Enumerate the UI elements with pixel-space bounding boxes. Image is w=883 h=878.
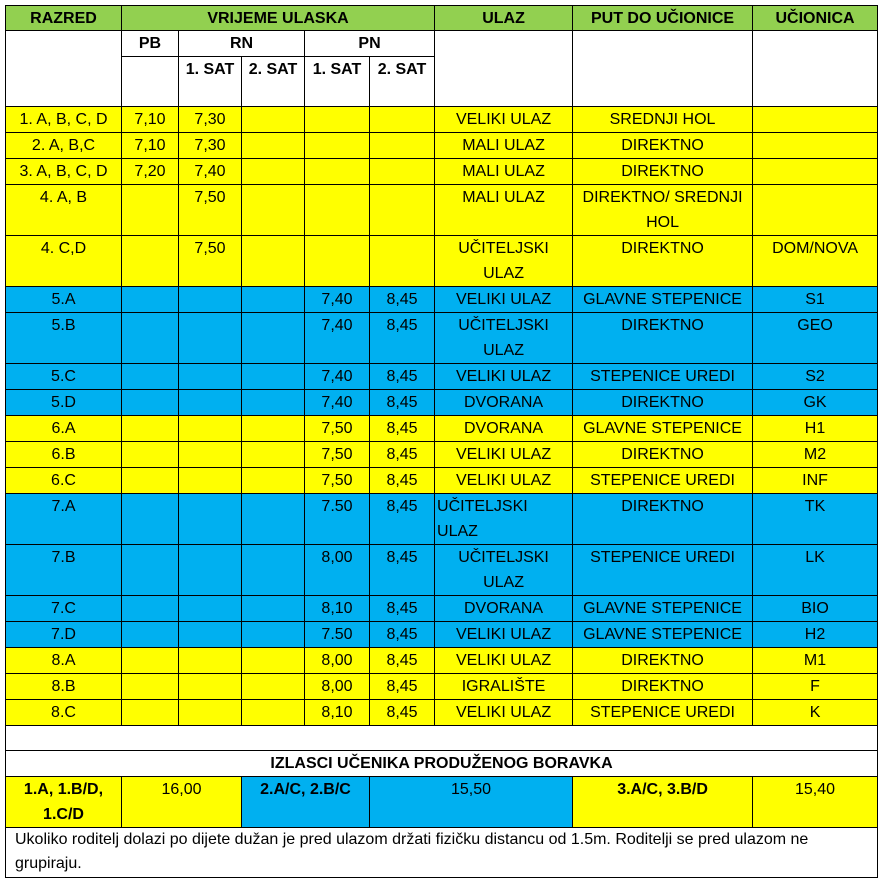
cell-put: DIREKTNO bbox=[573, 159, 753, 185]
cell-rn1 bbox=[179, 545, 242, 596]
cell-razred: 4. A, B bbox=[6, 185, 122, 236]
cell-pn2: 8,45 bbox=[370, 416, 435, 442]
cell-pb bbox=[122, 442, 179, 468]
header-ulaz: ULAZ bbox=[435, 6, 573, 31]
table-row bbox=[6, 236, 878, 287]
cell-pb: 7,10 bbox=[122, 107, 179, 133]
izlasci-title: IZLASCI UČENIKA PRODUŽENOG BORAVKA bbox=[6, 751, 878, 777]
cell-rn2 bbox=[242, 107, 305, 133]
cell-ucionica: INF bbox=[753, 468, 878, 494]
cell-ulaz: VELIKI ULAZ bbox=[435, 622, 573, 648]
cell-rn2 bbox=[242, 494, 305, 545]
table-row bbox=[6, 674, 878, 700]
cell-ucionica: S2 bbox=[753, 364, 878, 390]
header-razred: RAZRED bbox=[6, 6, 122, 31]
izlasci-time-2: 15,50 bbox=[370, 777, 573, 828]
cell-ucionica: S1 bbox=[753, 287, 878, 313]
cell-rn2 bbox=[242, 596, 305, 622]
cell-pn1: 7,50 bbox=[305, 416, 370, 442]
cell-rn1: 7,40 bbox=[179, 159, 242, 185]
cell-pb: 7,20 bbox=[122, 159, 179, 185]
cell-pn2: 8,45 bbox=[370, 674, 435, 700]
cell-pn1: 8,00 bbox=[305, 545, 370, 596]
cell-rn2 bbox=[242, 236, 305, 287]
cell-razred: 5.B bbox=[6, 313, 122, 364]
spacer-row bbox=[6, 726, 878, 751]
cell-ucionica: H1 bbox=[753, 416, 878, 442]
cell-rn1 bbox=[179, 700, 242, 726]
cell-put: DIREKTNO bbox=[573, 442, 753, 468]
cell-razred: 4. C,D bbox=[6, 236, 122, 287]
cell-rn2 bbox=[242, 622, 305, 648]
header-rn-sat2: 2. SAT bbox=[242, 57, 305, 107]
cell-put: GLAVNE STEPENICE bbox=[573, 596, 753, 622]
cell-pn1: 7.50 bbox=[305, 494, 370, 545]
cell-put: STEPENICE UREDI bbox=[573, 468, 753, 494]
cell-ulaz: VELIKI ULAZ bbox=[435, 442, 573, 468]
cell-razred: 5.D bbox=[6, 390, 122, 416]
cell-rn1 bbox=[179, 596, 242, 622]
cell-pn1 bbox=[305, 159, 370, 185]
cell-ulaz: VELIKI ULAZ bbox=[435, 107, 573, 133]
cell-pn1: 8,00 bbox=[305, 674, 370, 700]
cell-pb bbox=[122, 390, 179, 416]
cell-rn2 bbox=[242, 159, 305, 185]
cell-pn1 bbox=[305, 185, 370, 236]
header-pb-spacer bbox=[122, 57, 179, 107]
table-row bbox=[6, 545, 878, 596]
cell-rn2 bbox=[242, 442, 305, 468]
cell-razred: 7.A bbox=[6, 494, 122, 545]
cell-put: SREDNJI HOL bbox=[573, 107, 753, 133]
cell-pn2: 8,45 bbox=[370, 494, 435, 545]
cell-pn1 bbox=[305, 236, 370, 287]
cell-pn2: 8,45 bbox=[370, 468, 435, 494]
cell-pn1 bbox=[305, 133, 370, 159]
table-row bbox=[6, 159, 878, 185]
cell-ulaz: MALI ULAZ bbox=[435, 185, 573, 236]
table-row bbox=[6, 494, 878, 545]
cell-pn2 bbox=[370, 236, 435, 287]
izlasci-group-1: 1.A, 1.B/D, 1.C/D bbox=[6, 777, 122, 828]
cell-put: GLAVNE STEPENICE bbox=[573, 287, 753, 313]
cell-put: GLAVNE STEPENICE bbox=[573, 622, 753, 648]
parent-note: Ukoliko roditelj dolazi po dijete dužan je pred ulazom držati fizičku distancu od 1.5m. Roditelji se pred ulazom ne grupiraju. bbox=[6, 828, 878, 878]
header-ucionica-spacer bbox=[753, 31, 878, 107]
cell-pn1: 7,50 bbox=[305, 442, 370, 468]
cell-rn2 bbox=[242, 185, 305, 236]
table-row bbox=[6, 185, 878, 236]
header-pn: PN bbox=[305, 31, 435, 57]
cell-ucionica: H2 bbox=[753, 622, 878, 648]
cell-pb bbox=[122, 313, 179, 364]
cell-ulaz: VELIKI ULAZ bbox=[435, 700, 573, 726]
cell-ulaz: DVORANA bbox=[435, 390, 573, 416]
table-row bbox=[6, 313, 878, 364]
cell-pn2: 8,45 bbox=[370, 287, 435, 313]
header-put: PUT DO UČIONICE bbox=[573, 6, 753, 31]
cell-pn2: 8,45 bbox=[370, 648, 435, 674]
cell-pn2: 8,45 bbox=[370, 700, 435, 726]
cell-rn1 bbox=[179, 674, 242, 700]
cell-pb bbox=[122, 364, 179, 390]
table-row bbox=[6, 596, 878, 622]
table-row bbox=[6, 287, 878, 313]
table-row bbox=[6, 442, 878, 468]
cell-pb bbox=[122, 622, 179, 648]
cell-rn2 bbox=[242, 313, 305, 364]
cell-ucionica bbox=[753, 159, 878, 185]
cell-pn2: 8,45 bbox=[370, 313, 435, 364]
cell-ulaz: UČITELJSKI ULAZ bbox=[435, 494, 573, 545]
table-row bbox=[6, 700, 878, 726]
cell-ulaz: UČITELJSKI ULAZ bbox=[435, 545, 573, 596]
cell-put: STEPENICE UREDI bbox=[573, 364, 753, 390]
cell-ulaz: VELIKI ULAZ bbox=[435, 287, 573, 313]
cell-ulaz: DVORANA bbox=[435, 596, 573, 622]
cell-pn2: 8,45 bbox=[370, 622, 435, 648]
table-row bbox=[6, 133, 878, 159]
cell-ucionica: GEO bbox=[753, 313, 878, 364]
cell-pb bbox=[122, 287, 179, 313]
cell-ucionica: F bbox=[753, 674, 878, 700]
header-put-spacer bbox=[573, 31, 753, 107]
izlasci-time-3: 15,40 bbox=[753, 777, 878, 828]
cell-rn1: 7,30 bbox=[179, 107, 242, 133]
cell-ulaz: VELIKI ULAZ bbox=[435, 648, 573, 674]
cell-razred: 7.B bbox=[6, 545, 122, 596]
cell-rn1 bbox=[179, 364, 242, 390]
header-ucionica: UČIONICA bbox=[753, 6, 878, 31]
cell-rn1 bbox=[179, 622, 242, 648]
table-row bbox=[6, 622, 878, 648]
cell-pn1: 7.50 bbox=[305, 622, 370, 648]
cell-razred: 1. A, B, C, D bbox=[6, 107, 122, 133]
cell-put: DIREKTNO bbox=[573, 313, 753, 364]
cell-rn2 bbox=[242, 700, 305, 726]
cell-razred: 8.B bbox=[6, 674, 122, 700]
schedule-table bbox=[5, 5, 878, 878]
cell-put: DIREKTNO bbox=[573, 133, 753, 159]
cell-pb bbox=[122, 648, 179, 674]
cell-pn2: 8,45 bbox=[370, 596, 435, 622]
cell-put: STEPENICE UREDI bbox=[573, 545, 753, 596]
cell-razred: 7.D bbox=[6, 622, 122, 648]
table-row bbox=[6, 390, 878, 416]
header-razred-spacer bbox=[6, 31, 122, 107]
cell-pn1: 8,10 bbox=[305, 700, 370, 726]
cell-ucionica: DOM/NOVA bbox=[753, 236, 878, 287]
cell-razred: 6.A bbox=[6, 416, 122, 442]
cell-rn2 bbox=[242, 416, 305, 442]
header-vrijeme-ulaska: VRIJEME ULASKA bbox=[122, 6, 435, 31]
cell-put: DIREKTNO bbox=[573, 494, 753, 545]
header-pn-sat1: 1. SAT bbox=[305, 57, 370, 107]
cell-ucionica: LK bbox=[753, 545, 878, 596]
cell-rn1: 7,50 bbox=[179, 236, 242, 287]
cell-ulaz: MALI ULAZ bbox=[435, 159, 573, 185]
cell-razred: 2. A, B,C bbox=[6, 133, 122, 159]
cell-pb: 7,10 bbox=[122, 133, 179, 159]
cell-ucionica: M1 bbox=[753, 648, 878, 674]
header-pb: PB bbox=[122, 31, 179, 57]
cell-ucionica: BIO bbox=[753, 596, 878, 622]
cell-put: DIREKTNO bbox=[573, 236, 753, 287]
cell-rn1 bbox=[179, 468, 242, 494]
cell-pn1 bbox=[305, 107, 370, 133]
cell-pn2: 8,45 bbox=[370, 442, 435, 468]
table-row bbox=[6, 364, 878, 390]
cell-rn1 bbox=[179, 648, 242, 674]
cell-rn2 bbox=[242, 648, 305, 674]
cell-pb bbox=[122, 416, 179, 442]
cell-razred: 6.C bbox=[6, 468, 122, 494]
cell-rn2 bbox=[242, 468, 305, 494]
cell-put: GLAVNE STEPENICE bbox=[573, 416, 753, 442]
cell-rn1 bbox=[179, 287, 242, 313]
cell-pn2: 8,45 bbox=[370, 364, 435, 390]
table-row bbox=[6, 416, 878, 442]
cell-pn1: 7,50 bbox=[305, 468, 370, 494]
cell-rn1 bbox=[179, 442, 242, 468]
cell-ulaz: MALI ULAZ bbox=[435, 133, 573, 159]
cell-put: DIREKTNO bbox=[573, 648, 753, 674]
cell-ucionica: K bbox=[753, 700, 878, 726]
cell-pb bbox=[122, 185, 179, 236]
cell-rn2 bbox=[242, 390, 305, 416]
cell-ucionica bbox=[753, 185, 878, 236]
cell-rn1: 7,50 bbox=[179, 185, 242, 236]
cell-pn2 bbox=[370, 107, 435, 133]
table-row bbox=[6, 468, 878, 494]
cell-ucionica bbox=[753, 107, 878, 133]
header-rn-sat1: 1. SAT bbox=[179, 57, 242, 107]
cell-razred: 7.C bbox=[6, 596, 122, 622]
cell-razred: 5.C bbox=[6, 364, 122, 390]
cell-ulaz: UČITELJSKI ULAZ bbox=[435, 313, 573, 364]
cell-rn1 bbox=[179, 390, 242, 416]
cell-rn1: 7,30 bbox=[179, 133, 242, 159]
cell-rn2 bbox=[242, 674, 305, 700]
cell-ucionica: TK bbox=[753, 494, 878, 545]
cell-pn1: 7,40 bbox=[305, 390, 370, 416]
cell-pn2 bbox=[370, 133, 435, 159]
cell-razred: 8.A bbox=[6, 648, 122, 674]
cell-razred: 3. A, B, C, D bbox=[6, 159, 122, 185]
cell-razred: 5.A bbox=[6, 287, 122, 313]
table-row bbox=[6, 648, 878, 674]
cell-ulaz: VELIKI ULAZ bbox=[435, 364, 573, 390]
cell-pb bbox=[122, 494, 179, 545]
cell-pb bbox=[122, 596, 179, 622]
header-rn: RN bbox=[179, 31, 305, 57]
cell-put: DIREKTNO bbox=[573, 390, 753, 416]
cell-pn1: 7,40 bbox=[305, 313, 370, 364]
cell-pb bbox=[122, 236, 179, 287]
cell-ulaz: IGRALIŠTE bbox=[435, 674, 573, 700]
cell-put: DIREKTNO bbox=[573, 674, 753, 700]
cell-pn2 bbox=[370, 159, 435, 185]
izlasci-group-3: 3.A/C, 3.B/D bbox=[573, 777, 753, 828]
cell-ulaz: VELIKI ULAZ bbox=[435, 468, 573, 494]
cell-ulaz: UČITELJSKI ULAZ bbox=[435, 236, 573, 287]
cell-pb bbox=[122, 468, 179, 494]
cell-rn2 bbox=[242, 545, 305, 596]
izlasci-time-1: 16,00 bbox=[122, 777, 242, 828]
cell-ucionica: GK bbox=[753, 390, 878, 416]
cell-razred: 8.C bbox=[6, 700, 122, 726]
cell-razred: 6.B bbox=[6, 442, 122, 468]
cell-put: DIREKTNO/ SREDNJI HOL bbox=[573, 185, 753, 236]
cell-pn2: 8,45 bbox=[370, 390, 435, 416]
cell-pn1: 7,40 bbox=[305, 287, 370, 313]
cell-pb bbox=[122, 545, 179, 596]
cell-pn2: 8,45 bbox=[370, 545, 435, 596]
cell-rn1 bbox=[179, 416, 242, 442]
table-row bbox=[6, 107, 878, 133]
cell-ucionica: M2 bbox=[753, 442, 878, 468]
cell-ucionica bbox=[753, 133, 878, 159]
cell-rn2 bbox=[242, 287, 305, 313]
cell-ulaz: DVORANA bbox=[435, 416, 573, 442]
header-ulaz-spacer bbox=[435, 31, 573, 107]
cell-rn2 bbox=[242, 364, 305, 390]
cell-pn1: 7,40 bbox=[305, 364, 370, 390]
cell-pn2 bbox=[370, 185, 435, 236]
cell-pb bbox=[122, 674, 179, 700]
izlasci-group-2: 2.A/C, 2.B/C bbox=[242, 777, 370, 828]
cell-pn1: 8,10 bbox=[305, 596, 370, 622]
cell-rn1 bbox=[179, 313, 242, 364]
cell-pn1: 8,00 bbox=[305, 648, 370, 674]
cell-rn2 bbox=[242, 133, 305, 159]
cell-put: STEPENICE UREDI bbox=[573, 700, 753, 726]
cell-rn1 bbox=[179, 494, 242, 545]
header-pn-sat2: 2. SAT bbox=[370, 57, 435, 107]
cell-pb bbox=[122, 700, 179, 726]
